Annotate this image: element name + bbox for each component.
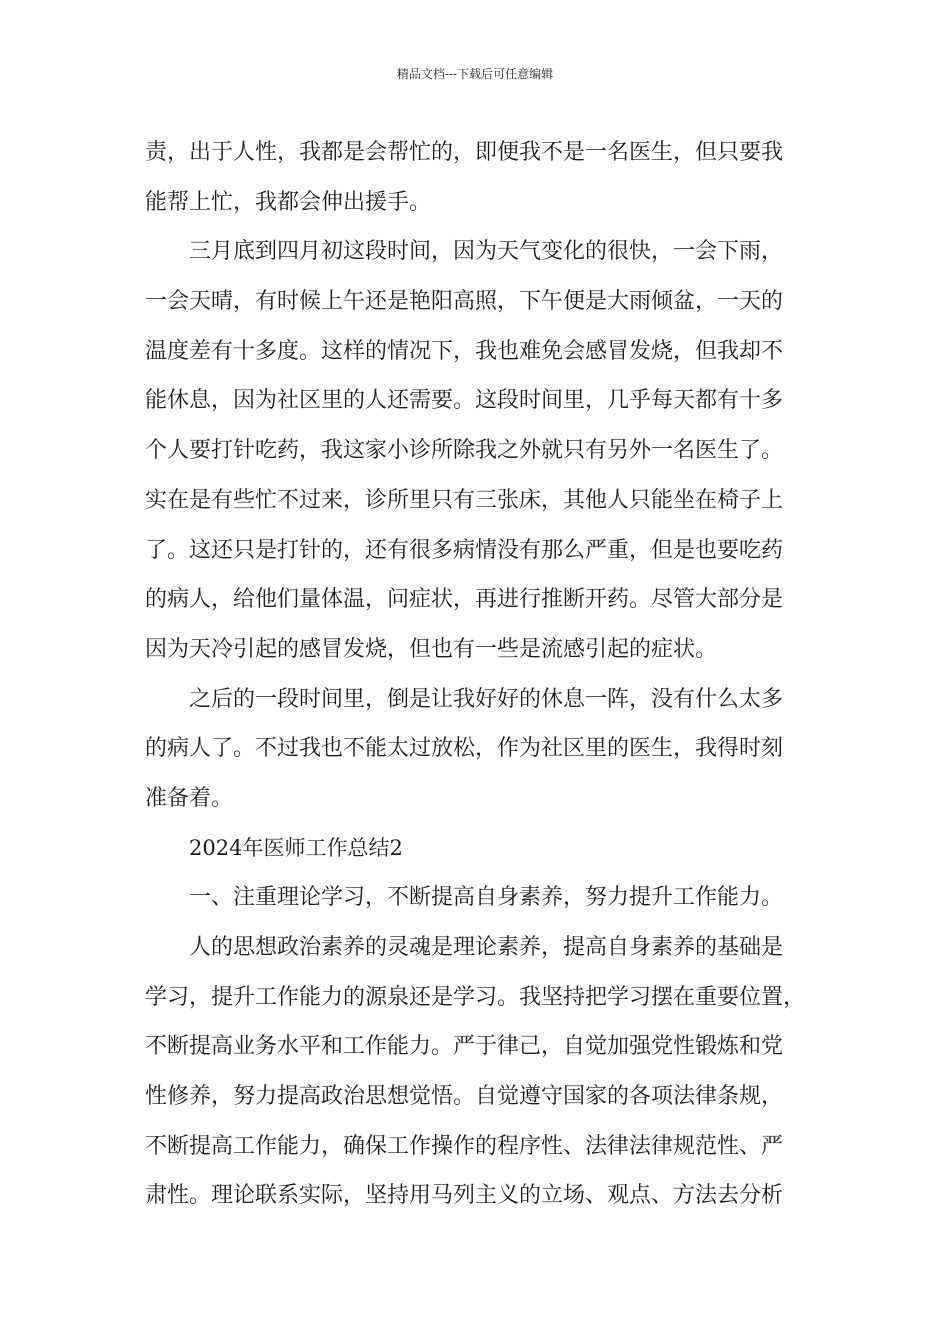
text-line-8: 实在是有些忙不过来，诊所里只有三张床，其他人只能坐在椅子上 bbox=[145, 487, 784, 513]
section-heading: 2024年医师工作总结2 bbox=[189, 835, 403, 860]
text-line-9: 了。这还只是打针的，还有很多病情没有那么严重，但是也要吃药 bbox=[145, 537, 784, 563]
text-line-1: 责，出于人性，我都是会帮忙的，即便我不是一名医生，但只要我 bbox=[145, 140, 784, 165]
text-line-4: 一会天晴，有时候上午还是艳阳高照，下午便是大雨倾盆，一天的 bbox=[145, 289, 784, 315]
text-line-3: 三月底到四月初这段时间，因为天气变化的很快，一会下雨， bbox=[189, 239, 784, 265]
text-line-14: 准备着。 bbox=[145, 785, 234, 811]
text-line-22: 肃性。理论联系实际，坚持用马列主义的立场、观点、方法去分析 bbox=[145, 1183, 784, 1209]
text-line-6: 能休息，因为社区里的人还需要。这段时间里，几乎每天都有十多 bbox=[145, 388, 784, 414]
text-line-20: 性修养，努力提高政治思想觉悟。自觉遵守国家的各项法律条规， bbox=[145, 1084, 784, 1110]
page-header: 精品文档---下载后可任意编辑 bbox=[396, 67, 554, 81]
text-line-11: 因为天冷引起的感冒发烧，但也有一些是流感引起的症状。 bbox=[145, 636, 718, 662]
text-line-17: 人的思想政治素养的灵魂是理论素养，提高自身素养的基础是 bbox=[189, 935, 784, 960]
text-line-19: 不断提高业务水平和工作能力。严于律己，自觉加强党性锻炼和党 bbox=[145, 1034, 784, 1060]
document-body bbox=[145, 128, 815, 1221]
text-line-18: 学习，提升工作能力的源泉还是学习。我坚持把学习摆在重要位置， bbox=[145, 984, 806, 1010]
text-line-12: 之后的一段时间里，倒是让我好好的休息一阵，没有什么太多 bbox=[189, 686, 784, 712]
text-line-13: 的病人了。不过我也不能太过放松，作为社区里的医生，我得时刻 bbox=[145, 736, 784, 762]
text-line-2: 能帮上忙，我都会伸出援手。 bbox=[145, 189, 432, 215]
text-line-21: 不断提高工作能力，确保工作操作的程序性、法律法律规范性、严 bbox=[145, 1133, 784, 1159]
text-line-5: 温度差有十多度。这样的情况下，我也难免会感冒发烧，但我却不 bbox=[145, 338, 784, 364]
text-line-7: 个人要打针吃药，我这家小诊所除我之外就只有另外一名医生了。 bbox=[145, 438, 784, 464]
text-line-10: 的病人，给他们量体温，问症状，再进行推断开药。尽管大部分是 bbox=[145, 587, 784, 613]
subsection-heading: 一、注重理论学习，不断提高自身素养，努力提升工作能力。 bbox=[189, 885, 784, 911]
